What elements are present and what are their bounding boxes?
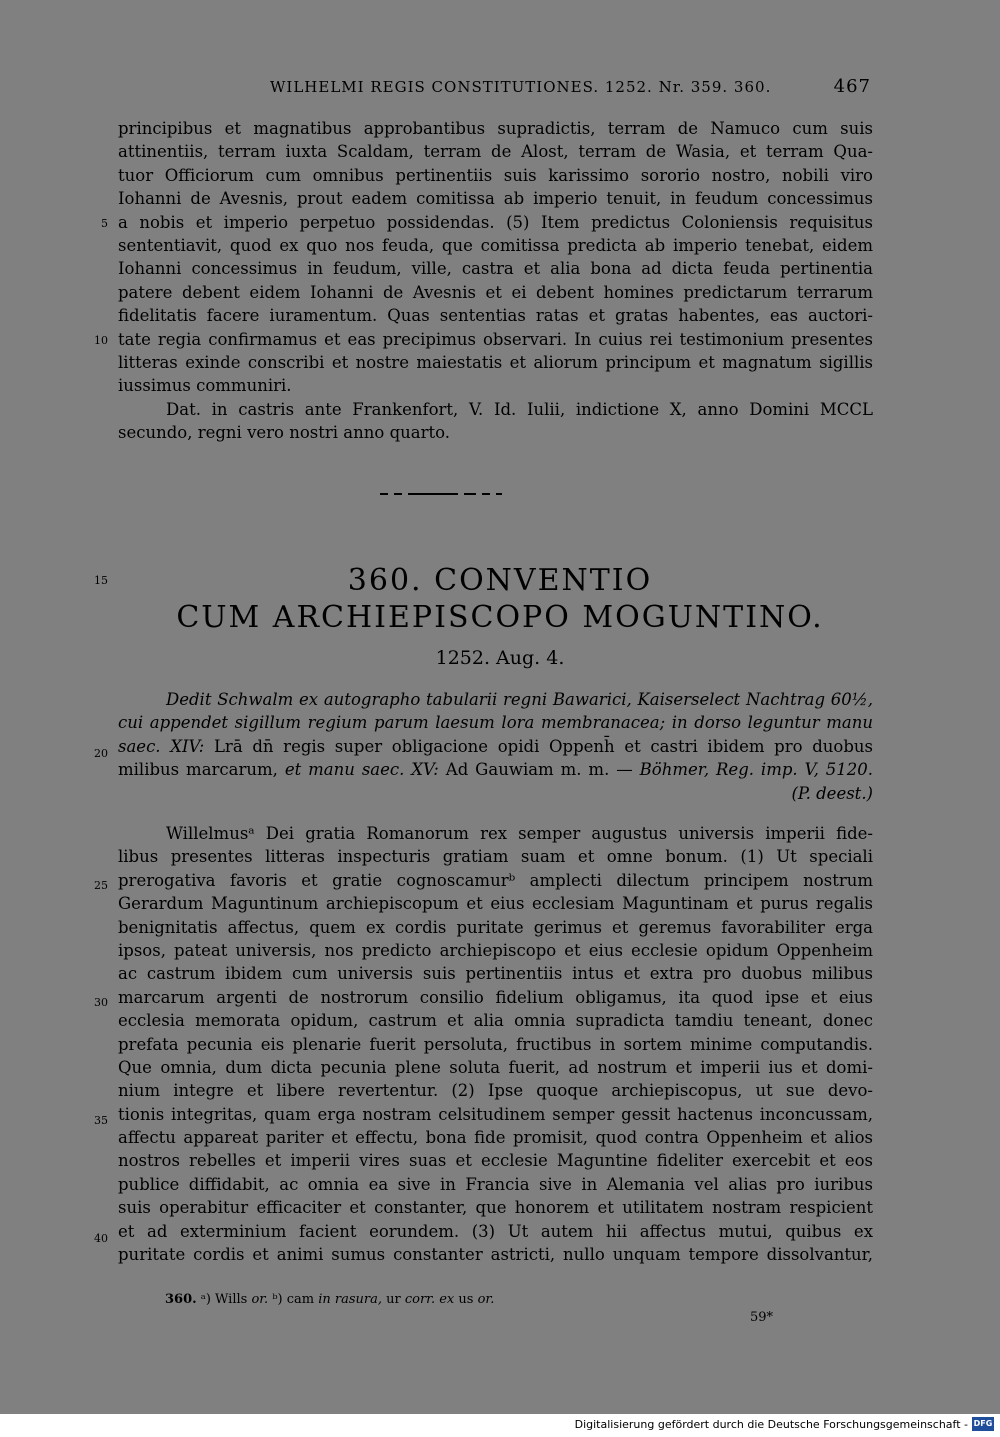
line-number: 35 [94,1114,108,1127]
note-roman: milibus marcarum, [118,760,278,780]
text-line: prefata pecunia eis plenarie fuerit persoluta, fructibus in sortem minime computandis. [118,1034,873,1054]
footnote-italic: or. [251,1292,269,1307]
text-line: libus presentes litteras inspecturis gratiam suam et omne bonum. (1) Ut speciali [118,847,873,867]
source-note-line: (P. deest.) [791,783,873,803]
text-line: patere debent eidem Iohanni de Avesnis et ei debent homines predictarum terrarum [118,282,873,302]
doc360-body [118,822,873,1266]
dating-line: secundo, regni vero nostri anno quarto. [118,423,450,443]
line-number: 5 [101,217,108,230]
source-note-line [118,735,873,758]
dating-line: Dat. in castris ante Frankenfort, V. Id. Iulii, indictione X, anno Domini MCCL [166,399,873,419]
footnote-text: ur [386,1292,405,1307]
text-line: tate regia confirmamus et eas precipimus observari. In cuius rei testimonium presentes [118,329,873,349]
note-italic: Böhmer, Reg. imp. V, 5120. [639,760,874,780]
footnote-italic: or. [477,1292,495,1307]
text-line: prerogativa favoris et gratie cognoscamurᵇ amplecti dilectum principem nostrum [118,870,873,890]
note-roman: Ad Gauwiam m. m. — [438,760,640,780]
document-date: 1252. Aug. 4. [435,647,565,669]
line-number: 10 [94,334,108,347]
text-line: et ad exterminium facient eorundem. (3) Ut autem hii affectus mutui, quibus ex [118,1221,873,1241]
text-line: publice diffidabit, ac omnia ea sive in Francia sive in Alemania vel alias pro iuribus [118,1174,873,1194]
footnote-text: ᵇ) cam [268,1292,319,1307]
text-line: iussimus communiri. [118,376,292,396]
note-italic: saec. XIV: [118,736,205,756]
text-line: tuor Officiorum cum omnibus pertinentiis suis karissimo sororio nostro, nobili viro [118,165,873,185]
source-note-line [118,758,873,781]
line-number: 20 [94,747,108,760]
text-line: Gerardum Maguntinum archiepiscopum et eius ecclesiam Maguntinam et purus regalis [118,894,873,914]
footnote-text: ᵃ) Wills [196,1292,252,1307]
note-roman: Lrā dn̄ regis super obligacione opidi Oppenh̄ et castri ibidem pro duobus [204,736,874,756]
signature-mark: 59* [750,1310,774,1325]
text-line: principibus et magnatibus approbantibus supradictis, terram de Namuco cum suis [118,119,873,138]
line-number: 40 [94,1232,108,1245]
text-line: ecclesia memorata opidum, castrum et alia omnia supradicta tamdiu teneant, donec [118,1011,873,1031]
note-italic: et manu saec. XV: [277,760,439,780]
text-line: benignitatis affectus, quem ex cordis puritate gerimus et geremus favorabiliter erga [118,917,873,937]
document-subtitle: CUM ARCHIEPISCOPO MOGUNTINO. [176,600,824,635]
text-line: ipsos, pateat universis, nos predicto archiepiscopo et eius ecclesie opidum Oppenheim [118,940,873,960]
text-line: attinentiis, terram iuxta Scaldam, terram de Alost, terram de Wasia, et terram Qua- [118,142,873,162]
footnote [165,1292,494,1307]
running-title: WILHELMI REGIS CONSTITUTIONES. 1252. Nr. 359. 360. [270,78,772,96]
text-line: litteras exinde conscribi et nostre maiestatis et aliorum principum et magnatum sigillis [118,352,873,372]
footnote-italic: in rasura, [318,1292,387,1307]
source-note-line: cui appendet sigillum regium parum laesum lora membranacea; in dorso leguntur manu [118,713,873,733]
separator-rule [380,493,570,495]
page-number: 467 [833,76,871,97]
source-note-line: Dedit Schwalm ex autographo tabularii regni Bawarici, Kaiserselect Nachtrag 60½, [166,690,873,709]
text-line: tionis integritas, quam erga nostram celsitudinem semper gessit hactenus inconcussam, [118,1104,873,1124]
doc359-body [118,117,873,444]
footer-text: Digitalisierung gefördert durch die Deutsche Forschungsgemeinschaft - [574,1418,968,1431]
text-line: Iohanni de Avesnis, prout eadem comitissa ab imperio tenuit, in feudum concessimus [118,189,873,209]
text-line: nium integre et libere revertentur. (2) Ipse quoque archiepiscopus, ut sue devo- [118,1081,873,1101]
text-line: a nobis et imperio perpetuo possidendas. (5) Item predictus Coloniensis requisitus [118,212,873,232]
footnote-text: us [458,1292,478,1307]
footnote-number: 360. [165,1292,197,1307]
text-line: affectu appareat pariter et effectu, bona fide promisit, quod contra Oppenheim et alios [118,1128,873,1148]
document-title: 360. CONVENTIO [347,563,653,598]
text-line: ac castrum ibidem cum universis suis pertinentiis intus et extra pro duobus milibus [118,964,873,984]
text-line: marcarum argenti de nostrorum consilio fidelium obligamus, ita quod ipse et eius [118,987,873,1007]
text-line: fidelitatis facere iuramentum. Quas sententias ratas et gratas habentes, eas auctori- [118,306,873,326]
text-line: Willelmusᵃ Dei gratia Romanorum rex semper augustus universis imperii fide- [166,824,873,843]
footnote-italic: corr. ex [404,1292,459,1307]
text-line: puritate cordis et animi sumus constanter astricti, nullo unquam tempore dissolvantur, [118,1245,873,1265]
text-line: Iohanni concessimus in feudum, ville, castra et alia bona ad dicta feuda pertinentia [118,259,873,279]
text-line: Que omnia, dum dicta pecunia plene soluta fuerit, ad nostrum et imperii ius et domi- [118,1057,873,1077]
source-note [118,688,873,805]
text-line: nostros rebelles et imperii vires suas et ecclesie Maguntine fideliter exercebit et eos [118,1151,873,1171]
line-number: 25 [94,879,108,892]
text-line: suis operabitur efficaciter et constanter, que honorem et utilitatem nostram respicient [118,1198,873,1218]
dfg-logo-icon: DFG [972,1417,994,1431]
digitization-footer [0,1414,1000,1437]
line-number: 30 [94,996,108,1009]
line-number: 15 [94,574,108,587]
text-line: sententiavit, quod ex quo nos feuda, que comitissa predicta ab imperio tenebat, eidem [118,235,873,255]
running-header [120,76,875,100]
